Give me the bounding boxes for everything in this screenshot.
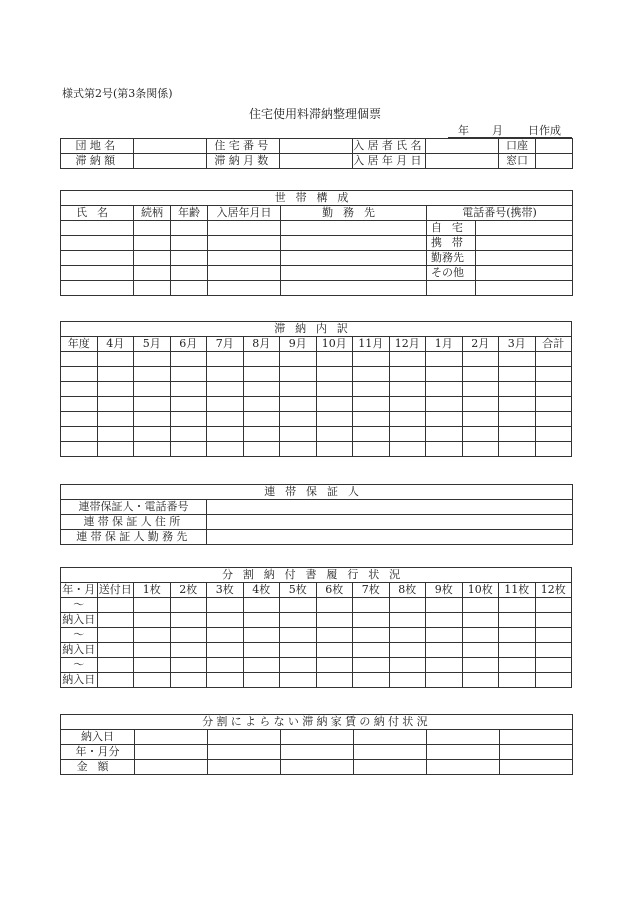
arrears-col-header: 9月 [280, 337, 317, 352]
installment-col-header: 年・月 [62, 583, 96, 596]
installment-cell[interactable] [243, 628, 280, 643]
non-installment-row [61, 760, 573, 775]
installment-col-header: 11枚 [499, 583, 536, 598]
arrears-col-header: 4月 [97, 337, 134, 352]
installment-cell[interactable] [243, 643, 280, 658]
arrears-cell[interactable] [207, 412, 244, 427]
arrears-cell[interactable] [97, 382, 134, 397]
household-col-relation: 続柄 [134, 206, 171, 221]
jutaku-no-field[interactable] [280, 139, 353, 154]
arrears-cell[interactable] [280, 352, 317, 367]
household-row [61, 266, 573, 281]
installment-col-header: 12枚 [535, 583, 572, 598]
arrears-cell[interactable] [170, 367, 207, 382]
arrears-cell[interactable] [426, 352, 463, 367]
arrears-col-header: 年度 [61, 337, 98, 352]
arrears-cell[interactable] [170, 382, 207, 397]
arrears-cell[interactable] [134, 382, 171, 397]
household-col-workplace: 勤務先 [281, 206, 427, 221]
arrears-cell[interactable] [280, 442, 317, 457]
arrears-cell[interactable] [243, 352, 280, 367]
arrears-cell[interactable] [97, 442, 134, 457]
installment-cell[interactable] [426, 613, 463, 628]
guarantor-address-field[interactable] [207, 515, 573, 530]
arrears-cell[interactable] [61, 412, 98, 427]
arrears-cell[interactable] [316, 442, 353, 457]
installment-cell[interactable] [280, 643, 317, 658]
arrears-cell[interactable] [535, 397, 572, 412]
installment-cell[interactable] [535, 613, 572, 628]
installment-cell[interactable] [499, 598, 536, 613]
arrears-cell[interactable] [134, 412, 171, 427]
installment-cell[interactable] [426, 673, 463, 688]
household-title: 世帯構成 [61, 191, 573, 206]
arrears-col-header: 10月 [316, 337, 353, 352]
creation-date-line [448, 122, 572, 138]
non-installment-row [61, 730, 573, 745]
arrears-cell[interactable] [389, 397, 426, 412]
arrears-cell[interactable] [316, 397, 353, 412]
installment-cell[interactable] [389, 643, 426, 658]
arrears-cell[interactable] [499, 382, 536, 397]
form-number: 様式第2号(第3条関係) [62, 87, 173, 100]
installment-cell[interactable] [134, 598, 171, 613]
installment-cell[interactable] [97, 658, 134, 673]
arrears-cell[interactable] [134, 442, 171, 457]
non-installment-amount-label: 金額 [61, 760, 135, 775]
arrears-cell[interactable] [426, 412, 463, 427]
installment-cell[interactable] [462, 643, 499, 658]
arrears-row [61, 442, 572, 457]
nyukyosha-field[interactable] [426, 139, 499, 154]
installment-row [61, 673, 572, 688]
tenant-info-table [60, 138, 573, 169]
koza-label: 口座 [499, 139, 536, 154]
installment-row-label: 納入日 [62, 643, 96, 656]
arrears-cell[interactable] [207, 367, 244, 382]
installment-cell[interactable] [389, 613, 426, 628]
installment-col-header: 6枚 [316, 583, 353, 598]
arrears-cell[interactable] [134, 397, 171, 412]
arrears-cell[interactable] [61, 427, 98, 442]
arrears-cell[interactable] [535, 442, 572, 457]
installment-cell[interactable] [426, 658, 463, 673]
installment-cell[interactable] [316, 643, 353, 658]
installment-cell[interactable] [462, 628, 499, 643]
non-installment-month-label: 年・月分 [61, 745, 135, 760]
installment-cell[interactable] [170, 613, 207, 628]
installment-cell[interactable] [207, 628, 244, 643]
danchi-label: 団地名 [61, 139, 134, 154]
arrears-cell[interactable] [243, 367, 280, 382]
installment-cell[interactable] [462, 673, 499, 688]
installment-col-header: 2枚 [170, 583, 207, 598]
installment-row [61, 658, 572, 673]
arrears-cell[interactable] [535, 382, 572, 397]
installment-cell[interactable] [353, 658, 390, 673]
non-installment-date-label: 納入日 [61, 730, 135, 745]
installment-cell[interactable] [207, 673, 244, 688]
arrears-cell[interactable] [499, 427, 536, 442]
installment-col-header: 1枚 [134, 583, 171, 598]
phone-type-work: 勤務先 [427, 251, 476, 266]
installment-title: 分割納付書履行状況 [61, 568, 572, 583]
household-col-movein: 入居年月日 [208, 206, 281, 221]
arrears-col-header: 11月 [353, 337, 390, 352]
arrears-cell[interactable] [134, 427, 171, 442]
arrears-cell[interactable] [170, 427, 207, 442]
arrears-cell[interactable] [170, 442, 207, 457]
installment-row [61, 628, 572, 643]
document-title: 住宅使用料滞納整理個票 [248, 107, 381, 121]
arrears-cell[interactable] [134, 352, 171, 367]
installment-cell[interactable] [499, 613, 536, 628]
installment-cell[interactable] [280, 658, 317, 673]
arrears-cell[interactable] [353, 367, 390, 382]
arrears-cell[interactable] [426, 442, 463, 457]
installment-cell[interactable] [535, 628, 572, 643]
phone-type-home: 自宅 [427, 221, 476, 236]
household-col-phone: 電話番号(携帯) [427, 206, 573, 221]
arrears-cell[interactable] [462, 412, 499, 427]
arrears-cell[interactable] [207, 397, 244, 412]
installment-cell[interactable] [280, 628, 317, 643]
guarantor-phone-field[interactable] [207, 500, 573, 515]
arrears-cell[interactable] [462, 352, 499, 367]
arrears-row [61, 397, 572, 412]
arrears-cell[interactable] [280, 367, 317, 382]
installment-cell[interactable] [462, 598, 499, 613]
installment-col-header: 9枚 [426, 583, 463, 598]
arrears-cell[interactable] [170, 412, 207, 427]
arrears-cell[interactable] [426, 382, 463, 397]
arrears-cell[interactable] [170, 397, 207, 412]
arrears-row [61, 352, 572, 367]
taino-tsuki-label: 滞納月数 [207, 154, 280, 169]
guarantor-workplace-field[interactable] [207, 530, 573, 545]
installment-cell[interactable] [353, 613, 390, 628]
arrears-cell[interactable] [353, 412, 390, 427]
installment-cell[interactable] [134, 673, 171, 688]
installment-row-label: 納入日 [62, 613, 96, 626]
arrears-col-header: 7月 [207, 337, 244, 352]
installment-cell[interactable] [462, 613, 499, 628]
arrears-cell[interactable] [462, 397, 499, 412]
arrears-cell[interactable] [243, 442, 280, 457]
madoguchi-field[interactable] [536, 154, 573, 169]
arrears-cell[interactable] [207, 427, 244, 442]
installment-cell[interactable] [389, 598, 426, 613]
arrears-col-header: 3月 [499, 337, 536, 352]
installment-cell[interactable] [280, 598, 317, 613]
arrears-cell[interactable] [535, 427, 572, 442]
installment-cell[interactable] [170, 658, 207, 673]
installment-cell[interactable] [316, 658, 353, 673]
arrears-cell[interactable] [207, 352, 244, 367]
installment-row [61, 613, 572, 628]
installment-cell[interactable] [535, 673, 572, 688]
nyukyo-date-label: 入居年月日 [353, 154, 425, 167]
household-col-name: 氏名 [61, 206, 134, 221]
installment-cell[interactable] [207, 613, 244, 628]
arrears-cell[interactable] [426, 367, 463, 382]
arrears-cell[interactable] [243, 397, 280, 412]
installment-cell[interactable] [170, 598, 207, 613]
tainogaku-label: 滞納額 [61, 154, 134, 169]
arrears-cell[interactable] [426, 427, 463, 442]
installment-cell[interactable] [426, 598, 463, 613]
arrears-cell[interactable] [61, 397, 98, 412]
arrears-cell[interactable] [316, 382, 353, 397]
installment-cell[interactable] [207, 643, 244, 658]
installment-cell[interactable] [462, 658, 499, 673]
installment-cell[interactable] [134, 613, 171, 628]
installment-cell[interactable] [353, 628, 390, 643]
installment-row [61, 643, 572, 658]
arrears-cell[interactable] [499, 352, 536, 367]
installment-cell[interactable] [97, 673, 134, 688]
arrears-col-header: 合計 [535, 337, 572, 352]
arrears-cell[interactable] [389, 427, 426, 442]
installment-cell[interactable] [499, 628, 536, 643]
guarantor-phone-label: 連帯保証人・電話番号 [61, 500, 207, 515]
installment-cell[interactable] [499, 673, 536, 688]
installment-col-header: 5枚 [280, 583, 317, 598]
installment-cell[interactable] [389, 673, 426, 688]
installment-cell[interactable] [426, 628, 463, 643]
arrears-cell[interactable] [170, 352, 207, 367]
arrears-cell[interactable] [389, 382, 426, 397]
guarantor-address-label: 連帯保証人住所 [61, 515, 207, 530]
madoguchi-label: 窓口 [499, 154, 536, 169]
danchi-field[interactable] [134, 139, 207, 154]
installment-cell[interactable] [134, 643, 171, 658]
arrears-cell[interactable] [316, 427, 353, 442]
installment-row-label: ～ [61, 628, 98, 643]
installment-cell[interactable] [97, 628, 134, 643]
arrears-cell[interactable] [243, 412, 280, 427]
arrears-row [61, 427, 572, 442]
arrears-col-header: 8月 [243, 337, 280, 352]
arrears-cell[interactable] [499, 442, 536, 457]
installment-table [60, 567, 572, 688]
installment-cell[interactable] [535, 643, 572, 658]
arrears-cell[interactable] [316, 412, 353, 427]
installment-cell[interactable] [353, 643, 390, 658]
taino-tsuki-field[interactable] [280, 154, 353, 169]
arrears-cell[interactable] [462, 427, 499, 442]
date-year-label: 年 [458, 124, 469, 137]
arrears-cell[interactable] [97, 412, 134, 427]
arrears-cell[interactable] [316, 367, 353, 382]
arrears-cell[interactable] [280, 427, 317, 442]
installment-cell[interactable] [280, 613, 317, 628]
arrears-title: 滞納内訳 [61, 322, 572, 337]
nyukyosha-label: 入居者氏名 [353, 139, 425, 152]
arrears-col-header: 12月 [389, 337, 426, 352]
installment-cell[interactable] [280, 673, 317, 688]
arrears-cell[interactable] [316, 352, 353, 367]
installment-cell[interactable] [243, 613, 280, 628]
arrears-row [61, 367, 572, 382]
installment-col-header: 4枚 [243, 583, 280, 598]
installment-col-header: 7枚 [353, 583, 390, 598]
installment-cell[interactable] [170, 628, 207, 643]
arrears-cell[interactable] [61, 442, 98, 457]
household-table [60, 190, 573, 296]
guarantor-table [60, 484, 573, 545]
koza-field[interactable] [536, 139, 573, 154]
household-row [61, 281, 573, 296]
installment-cell[interactable] [243, 598, 280, 613]
arrears-cell[interactable] [280, 397, 317, 412]
non-installment-table [60, 714, 573, 775]
arrears-cell[interactable] [462, 382, 499, 397]
arrears-cell[interactable] [243, 427, 280, 442]
arrears-cell[interactable] [535, 352, 572, 367]
arrears-cell[interactable] [426, 397, 463, 412]
arrears-cell[interactable] [61, 382, 98, 397]
household-col-age: 年齢 [171, 206, 208, 221]
arrears-cell[interactable] [353, 427, 390, 442]
installment-row-label: ～ [61, 598, 98, 613]
guarantor-workplace-label: 連帯保証人勤務先 [61, 530, 207, 545]
arrears-cell[interactable] [97, 352, 134, 367]
arrears-cell[interactable] [280, 412, 317, 427]
nyukyo-date-field[interactable] [426, 154, 499, 169]
installment-cell[interactable] [316, 673, 353, 688]
guarantor-title: 連帯保証人 [61, 485, 573, 500]
arrears-cell[interactable] [97, 397, 134, 412]
arrears-col-header: 5月 [134, 337, 171, 352]
installment-cell[interactable] [389, 658, 426, 673]
installment-cell[interactable] [535, 658, 572, 673]
arrears-cell[interactable] [353, 352, 390, 367]
installment-row [61, 598, 572, 613]
phone-type-mobile: 携帯 [427, 236, 476, 251]
installment-cell[interactable] [97, 613, 134, 628]
installment-cell[interactable] [426, 643, 463, 658]
non-installment-title: 分割によらない滞納家賃の納付状況 [61, 715, 573, 730]
installment-cell[interactable] [207, 658, 244, 673]
arrears-table [60, 321, 572, 457]
arrears-cell[interactable] [535, 412, 572, 427]
arrears-cell[interactable] [207, 382, 244, 397]
installment-cell[interactable] [535, 598, 572, 613]
installment-cell[interactable] [316, 613, 353, 628]
installment-cell[interactable] [353, 673, 390, 688]
arrears-cell[interactable] [499, 397, 536, 412]
household-row [61, 251, 573, 266]
arrears-cell[interactable] [389, 442, 426, 457]
arrears-col-header: 6月 [170, 337, 207, 352]
arrears-cell[interactable] [462, 442, 499, 457]
date-day-label: 日作成 [528, 124, 561, 137]
jutaku-no-label: 住宅番号 [207, 139, 280, 154]
installment-col-header: 送付日 [98, 583, 132, 596]
installment-cell[interactable] [170, 673, 207, 688]
arrears-cell[interactable] [207, 442, 244, 457]
installment-col-header: 3枚 [207, 583, 244, 598]
arrears-cell[interactable] [389, 412, 426, 427]
arrears-cell[interactable] [61, 367, 98, 382]
installment-cell[interactable] [389, 628, 426, 643]
arrears-col-header: 1月 [426, 337, 463, 352]
installment-col-header: 10枚 [462, 583, 499, 598]
household-row [61, 221, 573, 236]
arrears-cell[interactable] [353, 397, 390, 412]
phone-type-other: その他 [427, 266, 476, 281]
installment-cell[interactable] [499, 658, 536, 673]
installment-cell[interactable] [316, 598, 353, 613]
installment-cell[interactable] [316, 628, 353, 643]
installment-cell[interactable] [134, 658, 171, 673]
arrears-cell[interactable] [61, 352, 98, 367]
arrears-cell[interactable] [389, 352, 426, 367]
arrears-cell[interactable] [389, 367, 426, 382]
installment-cell[interactable] [170, 643, 207, 658]
installment-cell[interactable] [243, 658, 280, 673]
installment-cell[interactable] [243, 673, 280, 688]
installment-cell[interactable] [207, 598, 244, 613]
installment-cell[interactable] [97, 598, 134, 613]
non-installment-row [61, 745, 573, 760]
arrears-cell[interactable] [499, 412, 536, 427]
installment-col-header: 8枚 [389, 583, 426, 598]
arrears-col-header: 2月 [462, 337, 499, 352]
arrears-cell[interactable] [353, 382, 390, 397]
installment-cell[interactable] [353, 598, 390, 613]
arrears-cell[interactable] [535, 367, 572, 382]
installment-row-label: ～ [61, 658, 98, 673]
installment-cell[interactable] [97, 643, 134, 658]
installment-row-label: 納入日 [62, 673, 96, 686]
arrears-row [61, 382, 572, 397]
arrears-cell[interactable] [499, 367, 536, 382]
tainogaku-field[interactable] [134, 154, 207, 169]
date-month-label: 月 [492, 124, 503, 137]
arrears-cell[interactable] [97, 367, 134, 382]
arrears-cell[interactable] [243, 382, 280, 397]
installment-cell[interactable] [499, 643, 536, 658]
arrears-row [61, 412, 572, 427]
arrears-cell[interactable] [462, 367, 499, 382]
arrears-cell[interactable] [353, 442, 390, 457]
household-row [61, 236, 573, 251]
arrears-cell[interactable] [280, 382, 317, 397]
installment-cell[interactable] [134, 628, 171, 643]
arrears-cell[interactable] [134, 367, 171, 382]
arrears-cell[interactable] [97, 427, 134, 442]
